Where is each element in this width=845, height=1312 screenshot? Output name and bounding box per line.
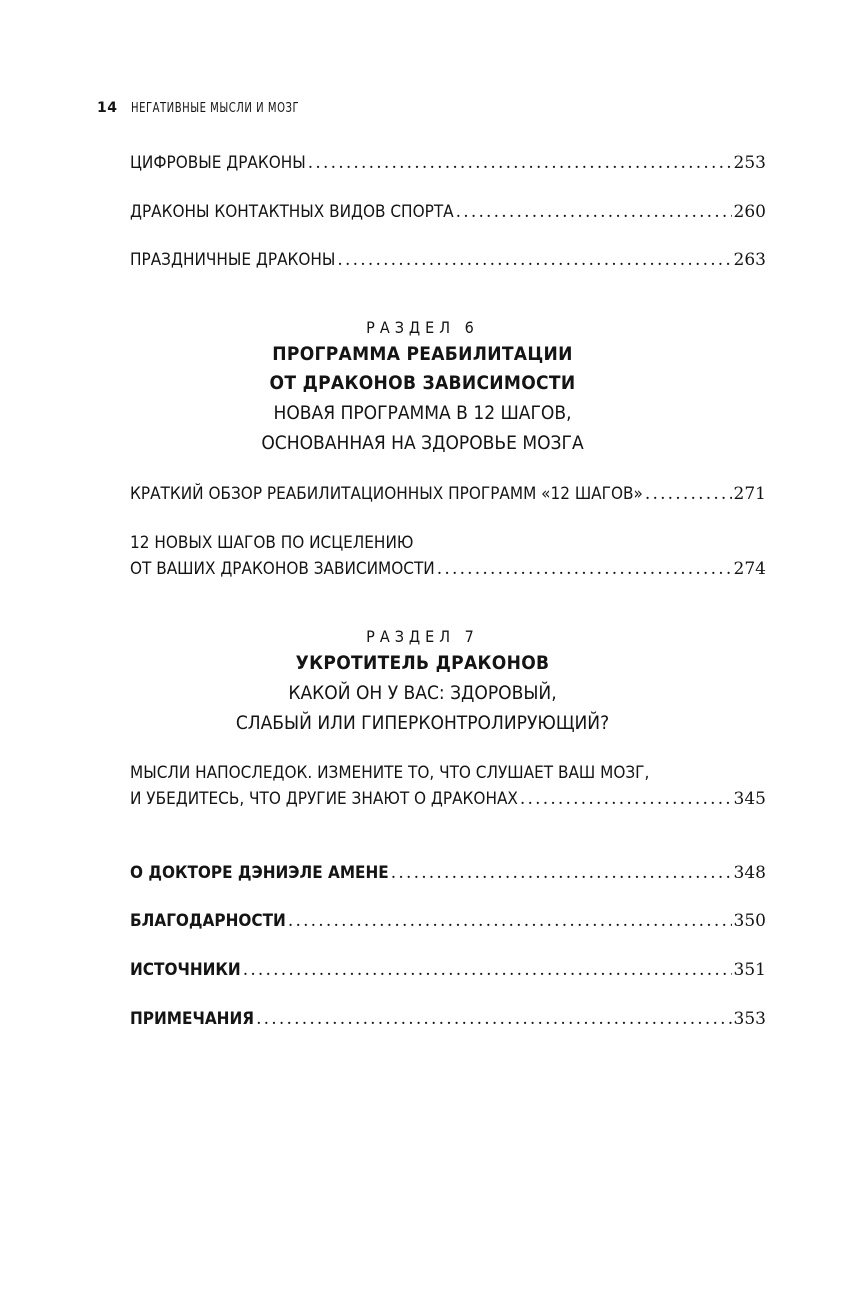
toc-entry-notes[interactable] [130, 1006, 766, 1032]
toc-entry-first-line: 12 НОВЫХ ШАГОВ ПО ИСЦЕЛЕНИЮ [130, 533, 414, 553]
section-7-header [0, 625, 845, 738]
toc-entry-label: БЛАГОДАРНОСТИ [130, 911, 286, 931]
toc-page-number: 263 [733, 250, 766, 270]
toc-leader-dots [456, 199, 732, 225]
toc-entry-label: ДРАКОНЫ КОНТАКТНЫХ ВИДОВ СПОРТА [130, 202, 454, 222]
toc-page-number: 348 [733, 863, 766, 883]
toc-entry-first-line: МЫСЛИ НАПОСЛЕДОК. ИЗМЕНИТЕ ТО, ЧТО СЛУШАЕТ ВАШ МОЗГ, [130, 763, 650, 783]
toc-entry-12-new-steps[interactable] [130, 530, 766, 582]
toc-entry-digital-dragons[interactable] [130, 150, 766, 176]
toc-page-number: 274 [733, 559, 766, 579]
toc-entry-sources[interactable] [130, 957, 766, 983]
toc-leader-dots [437, 556, 732, 582]
toc-leader-dots [243, 957, 732, 983]
toc-leader-dots [337, 247, 731, 273]
section-heading-line: УКРОТИТЕЛЬ ДРАКОНОВ [295, 652, 550, 674]
toc-entry-label: ПРИМЕЧАНИЯ [130, 1009, 255, 1029]
toc-leader-dots [308, 150, 732, 176]
toc-page-number: 350 [733, 911, 766, 931]
toc-leader-dots [288, 908, 732, 934]
toc-page-number: 253 [733, 153, 766, 173]
toc-entry-label: ОТ ВАШИХ ДРАКОНОВ ЗАВИСИМОСТИ [130, 559, 435, 579]
running-head-title: НЕГАТИВНЫЕ МЫСЛИ И МОЗГ [131, 101, 300, 116]
section-kicker: РАЗДЕЛ 6 [366, 318, 479, 337]
page-number: 14 [97, 100, 118, 116]
section-heading-line: ПРОГРАММА РЕАБИЛИТАЦИИ [272, 343, 573, 365]
toc-entry-final-thoughts[interactable] [130, 760, 766, 812]
toc-entry-label: ПРАЗДНИЧНЫЕ ДРАКОНЫ [130, 250, 336, 270]
section-subtitle-line: НОВАЯ ПРОГРАММА В 12 ШАГОВ, [273, 402, 572, 424]
section-subtitle-line: ОСНОВАННАЯ НА ЗДОРОВЬЕ МОЗГА [261, 432, 584, 454]
toc-entry-label: ЦИФРОВЫЕ ДРАКОНЫ [130, 153, 306, 173]
toc-page-number: 353 [733, 1009, 766, 1029]
toc-page-number: 260 [733, 202, 766, 222]
toc-leader-dots [391, 860, 732, 886]
section-heading-line: ОТ ДРАКОНОВ ЗАВИСИМОСТИ [269, 372, 576, 394]
toc-leader-dots [256, 1006, 731, 1032]
toc-page-number: 351 [733, 960, 766, 980]
section-kicker: РАЗДЕЛ 7 [366, 627, 479, 646]
toc-entry-about-author[interactable] [130, 860, 766, 886]
section-6-header [0, 316, 845, 458]
toc-entry-label: ИСТОЧНИКИ [130, 960, 241, 980]
toc-entry-label: КРАТКИЙ ОБЗОР РЕАБИЛИТАЦИОННЫХ ПРОГРАММ «12 ШАГОВ» [130, 484, 643, 504]
toc-page-number: 271 [733, 484, 766, 504]
toc-leader-dots [520, 786, 732, 812]
section-subtitle-line: КАКОЙ ОН У ВАС: ЗДОРОВЫЙ, [288, 682, 557, 704]
toc-page-number: 345 [733, 789, 766, 809]
toc-leader-dots [645, 481, 732, 507]
toc-entry-label: И УБЕДИТЕСЬ, ЧТО ДРУГИЕ ЗНАЮТ О ДРАКОНАХ [130, 789, 518, 809]
toc-entry-contact-sports-dragons[interactable] [130, 199, 766, 225]
toc-entry-holiday-dragons[interactable] [130, 247, 766, 273]
toc-entry-acknowledgements[interactable] [130, 908, 766, 934]
toc-entry-12-steps-overview[interactable] [130, 481, 766, 507]
running-head [97, 100, 327, 116]
section-subtitle-line: СЛАБЫЙ ИЛИ ГИПЕРКОНТРОЛИРУЮЩИЙ? [235, 712, 610, 734]
toc-entry-label: О ДОКТОРЕ ДЭНИЭЛЕ АМЕНЕ [130, 863, 389, 883]
